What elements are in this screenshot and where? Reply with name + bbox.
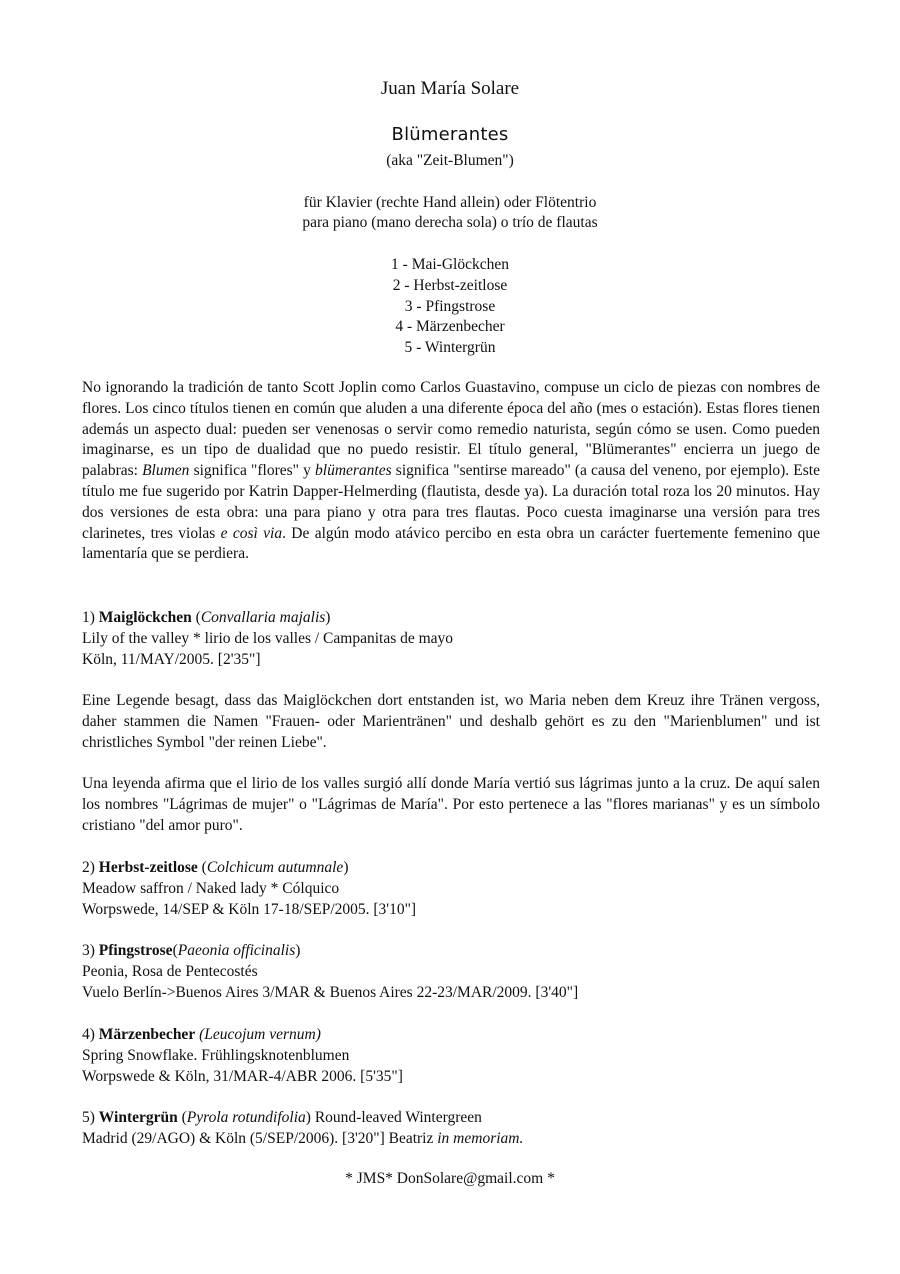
section-maigloeckchen [82,608,820,670]
section-heading: 2) Herbst-zeitlose (Colchicum autumnale) [82,859,349,876]
piece-subtitle: (aka "Zeit-Blumen") [386,152,514,169]
movement-item: 5 - Wintergrün [404,339,496,357]
flower-name: Maiglöckchen [98,609,192,626]
composition-info: Vuelo Berlín->Buenos Aires 3/MAR & Buenos Aires 22-23/MAR/2009. [3'40"] [82,983,579,1001]
composition-info: Madrid (29/AGO) & Köln (5/SEP/2006). [3'20"] Beatriz in memoriam. [82,1129,524,1147]
movement-item: 2 - Herbst-zeitlose [392,276,508,294]
common-names: Meadow saffron / Naked lady * Cólquico [82,879,340,897]
legend-spanish: Una leyenda afirma que el lirio de los valles surgió allí donde María vertió sus lágrimas junto a la cruz. De aquí salen los nombres "Lágrimas de mujer" o "Lágrimas de María". Por esto pertenece a las "flores marianas" y es un símbolo cristiano "del amor puro". [82,775,820,834]
movement-item: 1 - Mai-Glöckchen [391,256,509,273]
footer-contact: * JMS* DonSolare@gmail.com * [345,1170,555,1187]
common-names: Peonia, Rosa de Pentecostés [82,962,258,980]
composition-info: Worpswede & Köln, 31/MAR-4/ABR 2006. [5'35"] [82,1067,403,1085]
instrumentation-spanish: para piano (mano derecha sola) o trío de flautas [302,214,598,231]
section-heading: 1) Maiglöckchen (Convallaria majalis) [82,609,331,626]
legend-german: Eine Legende besagt, dass das Maiglöckchen dort entstanden ist, wo Maria neben dem Kreuz ihre Tränen vergoss, daher stammen die Namen "Frauen- oder Marientränen" und deshalb gehört es zu den "Marienblumen" und ist christliches Symbol "der reinen Liebe". [82,692,820,751]
common-names: Spring Snowflake. Frühlingsknotenblumen [82,1046,350,1064]
composition-info: Köln, 11/MAY/2005. [2'35"] [82,650,261,668]
latin-name: Convallaria majalis [200,609,326,626]
flower-name: Pfingstrose [98,942,173,959]
section-pfingstrose [82,941,820,1003]
flower-name: Herbst-zeitlose [98,859,198,876]
dedication-emphasis: in memoriam. [437,1129,524,1147]
intro-text: significa "sentirse mareado" (a causa del veneno, por ejemplo). Este título me fue sugerido por Katrin Dapper-Helmerding (flautista, desde ya). La duración total roza los 20 minutos. Hay dos versiones de esta obra: una para piano y otra para tres flautas. Poco cuesta imaginarse una versión para tres clarinetes, tres violas [82,462,820,542]
piece-title: Blümerantes [391,124,509,145]
intro-paragraph [82,378,820,565]
common-names: Lily of the valley * lirio de los valles / Campanitas de mayo [82,629,454,647]
section-heading: 5) Wintergrün (Pyrola rotundifolia) Round-leaved Wintergreen [82,1109,482,1126]
intro-emphasis: e così via [220,524,283,542]
intro-text: No ignorando la tradición de tanto Scott Joplin como Carlos Guastavino, compuse un ciclo de piezas con nombres de flores. Los cinco títulos tienen en común que aluden a una diferente época del año (mes o estación). Estas flores tienen además un aspecto dual: pueden ser venenosas o servir como remedio naturista, según cómo se usen. Como pueden imaginarse, es un tipo de dualidad que no puedo resistir. El título general, "Blümerantes" encierra un juego de palabras: [82,379,820,480]
latin-name: Pyrola rotundifolia [186,1109,306,1126]
composition-info: Worpswede, 14/SEP & Köln 17-18/SEP/2005. [3'10"] [82,900,417,918]
intro-text: significa "flores" y [189,462,316,480]
intro-emphasis: Blumen [142,462,190,480]
movement-item: 3 - Pfingstrose [404,297,496,315]
intro-text: . De algún modo atávico percibo en esta obra un carácter fuertemente femenino que lamentaría que se perdiera. [82,524,821,563]
instrumentation-german: für Klavier (rechte Hand allein) oder Flötentrio [303,194,597,211]
movement-item: 4 - Märzenbecher [395,318,505,336]
latin-name: (Leucojum vernum) [199,1026,321,1043]
section-herbstzeitlose [82,858,820,920]
movement-list [0,255,900,359]
flower-name: Wintergrün [98,1109,178,1126]
section-heading: 3) Pfingstrose(Paeonia officinalis) [82,942,301,959]
section-wintergruen [82,1108,820,1150]
instrumentation [0,193,900,233]
section-maerzenbecher [82,1025,820,1087]
section-heading: 4) Märzenbecher (Leucojum vernum) [82,1026,321,1043]
flower-name: Märzenbecher [98,1026,196,1043]
author-name: Juan María Solare [380,78,520,99]
latin-name: Colchicum autumnale [206,859,344,876]
latin-name: Paeonia officinalis [177,942,296,959]
intro-emphasis: blümerantes [315,462,392,480]
